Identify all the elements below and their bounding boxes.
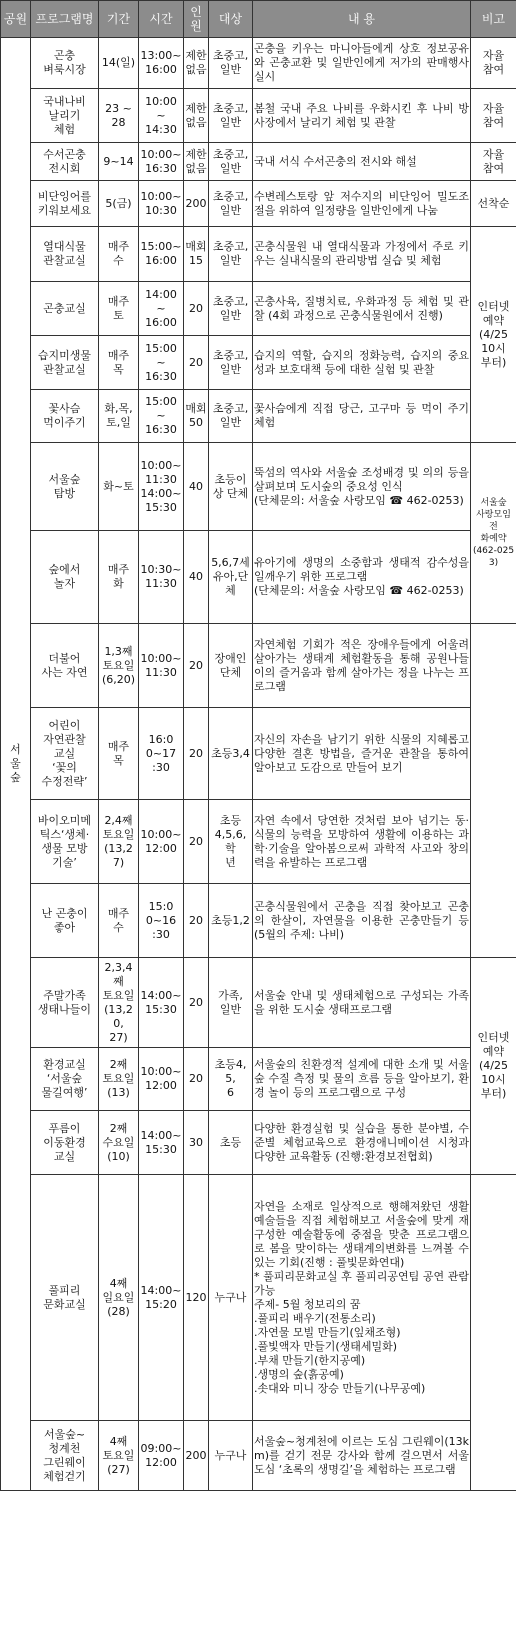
program-name: 서울숲 탐방 — [31, 443, 99, 531]
table-row — [1, 143, 516, 181]
note-free: 자율 참여 — [471, 89, 516, 143]
program-name: 난 곤충이 좋아 — [31, 884, 99, 958]
table-row — [1, 38, 516, 89]
program-target: 초등4,5, 6 — [209, 1048, 253, 1111]
program-people: 40 — [184, 531, 209, 624]
header-content: 내 용 — [253, 1, 471, 38]
table-row — [1, 89, 516, 143]
program-time: 09:00~ 12:00 — [139, 1421, 184, 1491]
program-content: 자신의 자손을 남기기 위한 식물의 지혜롭고 다양한 결혼 방법을, 즐거운 관찰을 통하여 알아보고 도감으로 만들어 보기 — [253, 708, 471, 800]
header-park: 공원 — [1, 1, 31, 38]
program-content: 수변레스토랑 앞 저수지의 비단잉어 밀도조절을 위하여 일정량을 일반인에게 나눔 — [253, 181, 471, 227]
program-time: 14:00 ~ 16:00 — [139, 282, 184, 336]
header-time: 시간 — [139, 1, 184, 38]
program-name: 주말가족 생태나들이 — [31, 958, 99, 1048]
header-note: 비고 — [471, 1, 516, 38]
program-target: 초중고, 일반 — [209, 38, 253, 89]
program-period: 2,3,4 째 토요일 (13,20, 27) — [99, 958, 139, 1048]
program-people: 매회 50 — [184, 390, 209, 443]
header-people: 인원 — [184, 1, 209, 38]
table-row — [1, 227, 516, 282]
program-period: 4째 일요일 (28) — [99, 1175, 139, 1421]
program-people: 20 — [184, 800, 209, 884]
program-content: 꽃사슴에게 직접 당근, 고구마 등 먹이 주기 체험 — [253, 390, 471, 443]
program-period: 2째 수요일 (10) — [99, 1111, 139, 1175]
program-name: 푸름이 이동환경 교실 — [31, 1111, 99, 1175]
program-content: 곤충식물원에서 곤충을 직접 찾아보고 곤충의 한살이, 자연물을 이용한 곤충만들기 등 (5월의 주제: 나비) — [253, 884, 471, 958]
program-target: 초등 — [209, 1111, 253, 1175]
program-period: 2째 토요일 (13) — [99, 1048, 139, 1111]
program-time: 10:00~ 10:30 — [139, 181, 184, 227]
program-name: 열대식물 관찰교실 — [31, 227, 99, 282]
program-name: 어린이 자연관찰 교실 ‘꽃의 수정전략’ — [31, 708, 99, 800]
program-time: 10:00~ 16:30 — [139, 143, 184, 181]
program-name: 습지미생물 관찰교실 — [31, 336, 99, 390]
note-empty — [471, 1175, 516, 1491]
program-period: 4째 토요일 (27) — [99, 1421, 139, 1491]
program-target: 초중고, 일반 — [209, 143, 253, 181]
program-period: 9~14 — [99, 143, 139, 181]
note-internet-2: 인터넷 예약 (4/25 10시 부터) — [471, 958, 516, 1175]
program-content: 국내 서식 수서곤충의 전시와 해설 — [253, 143, 471, 181]
program-content: 서울숲~청계천에 이르는 도심 그린웨이(13km)를 걷기 전문 강사와 함께 걸으면서 서울도심 ‘초록의 생명길’을 체험하는 프로그램 — [253, 1421, 471, 1491]
program-name: 풀피리 문화교실 — [31, 1175, 99, 1421]
table-row — [1, 1175, 516, 1421]
program-name: 숲에서 놀자 — [31, 531, 99, 624]
program-name: 꽃사슴 먹이주기 — [31, 390, 99, 443]
program-time: 15:00~ 16:00 — [139, 227, 184, 282]
program-period: 화,목, 토,일 — [99, 390, 139, 443]
program-content: 유아기에 생명의 소중함과 생태적 감수성을 일깨우기 위한 프로그램 (단체문의: 서울숲 사랑모임 ☎ 462-0253) — [253, 531, 471, 624]
program-period: 매주 수 — [99, 884, 139, 958]
program-period: 5(금) — [99, 181, 139, 227]
program-time: 10:00 ~ 14:30 — [139, 89, 184, 143]
program-people: 제한 없음 — [184, 89, 209, 143]
program-content: 습지의 역할, 습지의 정화능력, 습지의 중요성과 보호대책 등에 대한 실험 및 관찰 — [253, 336, 471, 390]
program-name: 더불어 사는 자연 — [31, 624, 99, 708]
program-name: 곤충교실 — [31, 282, 99, 336]
table-row — [1, 800, 516, 884]
program-period: 2,4째 토요일 (13,27) — [99, 800, 139, 884]
program-name: 수서곤충 전시회 — [31, 143, 99, 181]
program-name: 바이오미메 틱스‘생체· 생물 모방 기술’ — [31, 800, 99, 884]
program-people: 20 — [184, 958, 209, 1048]
note-internet: 인터넷 예약 (4/25 10시 부터) — [471, 227, 516, 443]
program-people: 20 — [184, 624, 209, 708]
header-program: 프로그램명 — [31, 1, 99, 38]
program-period: 매주 목 — [99, 336, 139, 390]
program-period: 매주 목 — [99, 708, 139, 800]
program-target: 초중고, 일반 — [209, 89, 253, 143]
program-people: 매회 15 — [184, 227, 209, 282]
table-row — [1, 443, 516, 531]
program-time: 15:00 ~ 16:30 — [139, 390, 184, 443]
program-target: 초등 4,5,6,학 년 — [209, 800, 253, 884]
header-target: 대상 — [209, 1, 253, 38]
program-content: 뚝섬의 역사와 서울숲 조성배경 및 의의 등을 살펴보며 도시숲의 중요성 인식 (단체문의: 서울숲 사랑모임 ☎ 462-0253) — [253, 443, 471, 531]
table-row — [1, 336, 516, 390]
program-time: 14:00~ 15:30 — [139, 958, 184, 1048]
program-time: 16:0 0~17 :30 — [139, 708, 184, 800]
program-content: 곤충사육, 질병치료, 우화과정 등 체험 및 관찰 (4회 과정으로 곤충식물원에서 진행) — [253, 282, 471, 336]
program-people: 20 — [184, 1048, 209, 1111]
table-row — [1, 282, 516, 336]
table-row — [1, 1048, 516, 1111]
table-row — [1, 390, 516, 443]
program-target: 5,6,7세 유아,단 체 — [209, 531, 253, 624]
program-people: 120 — [184, 1175, 209, 1421]
program-time: 15:00 ~ 16:30 — [139, 336, 184, 390]
program-target: 장애인 단체 — [209, 624, 253, 708]
program-name: 환경교실 ‘서울숲 물길여행’ — [31, 1048, 99, 1111]
table-row — [1, 531, 516, 624]
program-time: 10:00~ 11:30 — [139, 624, 184, 708]
park-name: 서 울 숲 — [1, 38, 31, 1491]
program-name: 국내나비 날리기 체험 — [31, 89, 99, 143]
header-period: 기간 — [99, 1, 139, 38]
program-people: 200 — [184, 181, 209, 227]
program-time: 10:30~ 11:30 — [139, 531, 184, 624]
table-row — [1, 1421, 516, 1491]
table-row — [1, 884, 516, 958]
program-target: 초등이 상 단체 — [209, 443, 253, 531]
program-time: 10:00~ 12:00 — [139, 1048, 184, 1111]
program-period: 1,3째 토요일 (6,20) — [99, 624, 139, 708]
program-target: 초중고, 일반 — [209, 181, 253, 227]
program-content: 서울숲의 친환경적 설계에 대한 소개 및 서울숲 수질 측정 및 물의 흐름 등을 알아보기, 환경 놀이 등의 프로그램으로 구성 — [253, 1048, 471, 1111]
program-time: 14:00~ 15:20 — [139, 1175, 184, 1421]
program-period: 화~토 — [99, 443, 139, 531]
program-people: 30 — [184, 1111, 209, 1175]
program-target: 초중고, 일반 — [209, 336, 253, 390]
program-period: 매주 수 — [99, 227, 139, 282]
program-time: 13:00~ 16:00 — [139, 38, 184, 89]
program-content: 자연을 소재로 일상적으로 행해져왔던 생활예술들을 직접 체험해보고 서울숲에 맞게 재구성한 예술활동에 중점을 맞춘 프로그램으로 봄을 맞이하는 생태계의변화를 느껴볼 수 있는 기회(진행 : 풀빛문화연대) * 풀피리문화교실 후 풀피리공연팀 공연 관람가능 주제- 5월 청보리의 꿈 .풀피리 배우기(전통소리) .자연물 모빌 만들기(잎채조형) .풀빛액자 만들기(생태세밀화) .부채 만들기(한지공예) .생명의 숲(흙공예) .솟대와 미니 장승 만들기(나무공예) — [253, 1175, 471, 1421]
table-row — [1, 958, 516, 1048]
note-love-group: 서울숲 사랑모임전 화예약 (462-0253) — [471, 443, 516, 624]
program-content: 서울숲 안내 및 생태체험으로 구성되는 가족을 위한 도시숲 생태프로그램 — [253, 958, 471, 1048]
program-content: 자연 속에서 당연한 것처럼 보아 넘기는 동·식물의 능력을 모방하여 생활에 이용하는 과학·기술을 알아봄으로써 과학적 사고와 창의력을 유발하는 프로그램 — [253, 800, 471, 884]
table-row — [1, 1111, 516, 1175]
program-target: 누구나 — [209, 1175, 253, 1421]
program-people: 40 — [184, 443, 209, 531]
program-people: 20 — [184, 336, 209, 390]
program-people: 제한 없음 — [184, 143, 209, 181]
note-free: 자율 참여 — [471, 143, 516, 181]
program-name: 곤충 벼룩시장 — [31, 38, 99, 89]
note-free: 자율 참여 — [471, 38, 516, 89]
program-period: 매주 화 — [99, 531, 139, 624]
program-name: 서울숲~ 청계천 그린웨이 체험걷기 — [31, 1421, 99, 1491]
program-content: 봄철 국내 주요 나비를 우화시킨 후 나비 방사장에서 날리기 체험 및 관찰 — [253, 89, 471, 143]
program-target: 초등3,4 — [209, 708, 253, 800]
program-target: 초중고, 일반 — [209, 282, 253, 336]
program-target: 가족, 일반 — [209, 958, 253, 1048]
program-content: 곤충식물원 내 열대식물과 가정에서 주로 키우는 실내식물의 관리방법 실습 및 체험 — [253, 227, 471, 282]
program-target: 초등1,2 — [209, 884, 253, 958]
program-name: 비단잉어를 키워보세요 — [31, 181, 99, 227]
note-first-come: 선착순 — [471, 181, 516, 227]
program-people: 20 — [184, 708, 209, 800]
header-row — [1, 1, 516, 38]
program-period: 14(일) — [99, 38, 139, 89]
program-target: 초중고, 일반 — [209, 390, 253, 443]
program-time: 14:00~ 15:30 — [139, 1111, 184, 1175]
program-time: 15:0 0~16 :30 — [139, 884, 184, 958]
program-target: 초중고, 일반 — [209, 227, 253, 282]
program-time: 10:00~ 11:30 14:00~ 15:30 — [139, 443, 184, 531]
program-people: 20 — [184, 884, 209, 958]
program-content: 자연체험 기회가 적은 장애우들에게 어울려 살아가는 생태계 체험활동을 통해 공원나들이의 즐거움과 함께 살아가는 정을 나누는 프로그램 — [253, 624, 471, 708]
table-row — [1, 624, 516, 708]
program-target: 누구나 — [209, 1421, 253, 1491]
program-people: 제한 없음 — [184, 38, 209, 89]
program-people: 20 — [184, 282, 209, 336]
program-period: 매주 토 — [99, 282, 139, 336]
program-content: 곤충을 키우는 마니아들에게 상호 정보공유와 곤충교환 및 일반인에게 저가의 판매행사 실시 — [253, 38, 471, 89]
note-empty — [471, 624, 516, 958]
table-row — [1, 181, 516, 227]
program-content: 다양한 환경실험 및 실습을 통한 분야별, 수준별 체험교육으로 환경애니메이션 시청과 다양한 교육활동 (진행:환경보전협회) — [253, 1111, 471, 1175]
table-row — [1, 708, 516, 800]
program-people: 200 — [184, 1421, 209, 1491]
program-time: 10:00~ 12:00 — [139, 800, 184, 884]
program-period: 23 ~ 28 — [99, 89, 139, 143]
